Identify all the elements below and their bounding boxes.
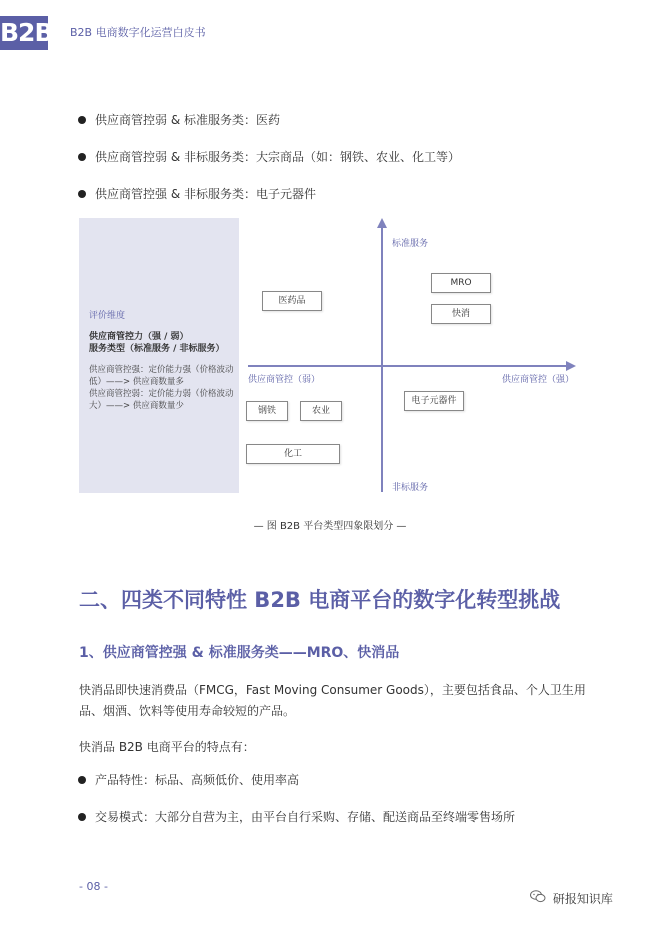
item-agriculture: 农业 (300, 401, 342, 421)
description-line: 供应商管控弱：定价能力弱（价格波动大）——> 供应商数量少 (89, 389, 234, 411)
bullet-item: 供应商管控弱 & 非标服务类：大宗商品（如：钢铁、农业、化工等） (78, 147, 638, 184)
bottom-bullet-list (78, 770, 638, 844)
dimension-line: 供应商管控力（强 / 弱） (89, 332, 189, 342)
wechat-icon (530, 890, 546, 906)
panel-heading: 评价维度 (89, 311, 126, 321)
axis-label-weak-control: 供应商管控（弱） (248, 375, 321, 385)
source-badge (530, 890, 613, 907)
item-fmcg: 快消 (431, 304, 491, 324)
description-line: 供应商管控强：定价能力强（价格波动低）——> 供应商数量多 (89, 365, 234, 387)
dimension-line: 服务类型（标准服务 / 非标服务） (89, 344, 225, 354)
evaluation-panel (79, 218, 239, 493)
sub-title: 1、供应商管控强 & 标准服务类——MRO、快消品 (79, 645, 400, 661)
axis-label-nonstandard: 非标服务 (392, 483, 429, 493)
vertical-arrow-head (377, 218, 387, 228)
header-title: B2B 电商数字化运营白皮书 (70, 26, 206, 39)
axis-label-standard: 标准服务 (392, 239, 429, 249)
item-chemical: 化工 (246, 444, 340, 464)
horizontal-arrow-head (566, 361, 576, 371)
top-bullet-list (78, 110, 638, 221)
figure-caption: — 图 B2B 平台类型四象限划分 — (253, 521, 407, 532)
item-steel: 钢铁 (246, 401, 288, 421)
bullet-item: 供应商管控强 & 非标服务类：电子元器件 (78, 184, 638, 221)
page-number: - 08 - (79, 880, 108, 893)
source-name: 研报知识库 (552, 892, 613, 906)
item-electronics: 电子元器件 (404, 391, 464, 411)
page-header (0, 0, 660, 58)
bullet-item: 供应商管控弱 & 标准服务类：医药 (78, 110, 638, 147)
paragraph-fmcg-definition: 快消品即快速消费品（FMCG，Fast Moving Consumer Goods），主要包括食品、个人卫生用品、烟酒、饮料等使用寿命较短的产品。 (79, 683, 586, 718)
section-title: 二、四类不同特性 B2B 电商平台的数字化转型挑战 (79, 588, 561, 612)
panel-description (89, 364, 234, 412)
b2b-logo: B2B (0, 16, 48, 50)
axis-label-strong-control: 供应商管控（强） (502, 375, 575, 385)
item-pharma: 医药品 (262, 291, 322, 311)
item-mro: MRO (431, 273, 491, 293)
quadrant-diagram (240, 214, 585, 498)
bullet-item: 产品特性：标品、高频低价、使用率高 (78, 770, 638, 807)
panel-dimensions (89, 331, 234, 355)
bullet-item: 交易模式：大部分自营为主，由平台自行采购、存储、配送商品至终端零售场所 (78, 807, 638, 844)
paragraph-fmcg-features: 快消品 B2B 电商平台的特点有： (79, 740, 255, 754)
